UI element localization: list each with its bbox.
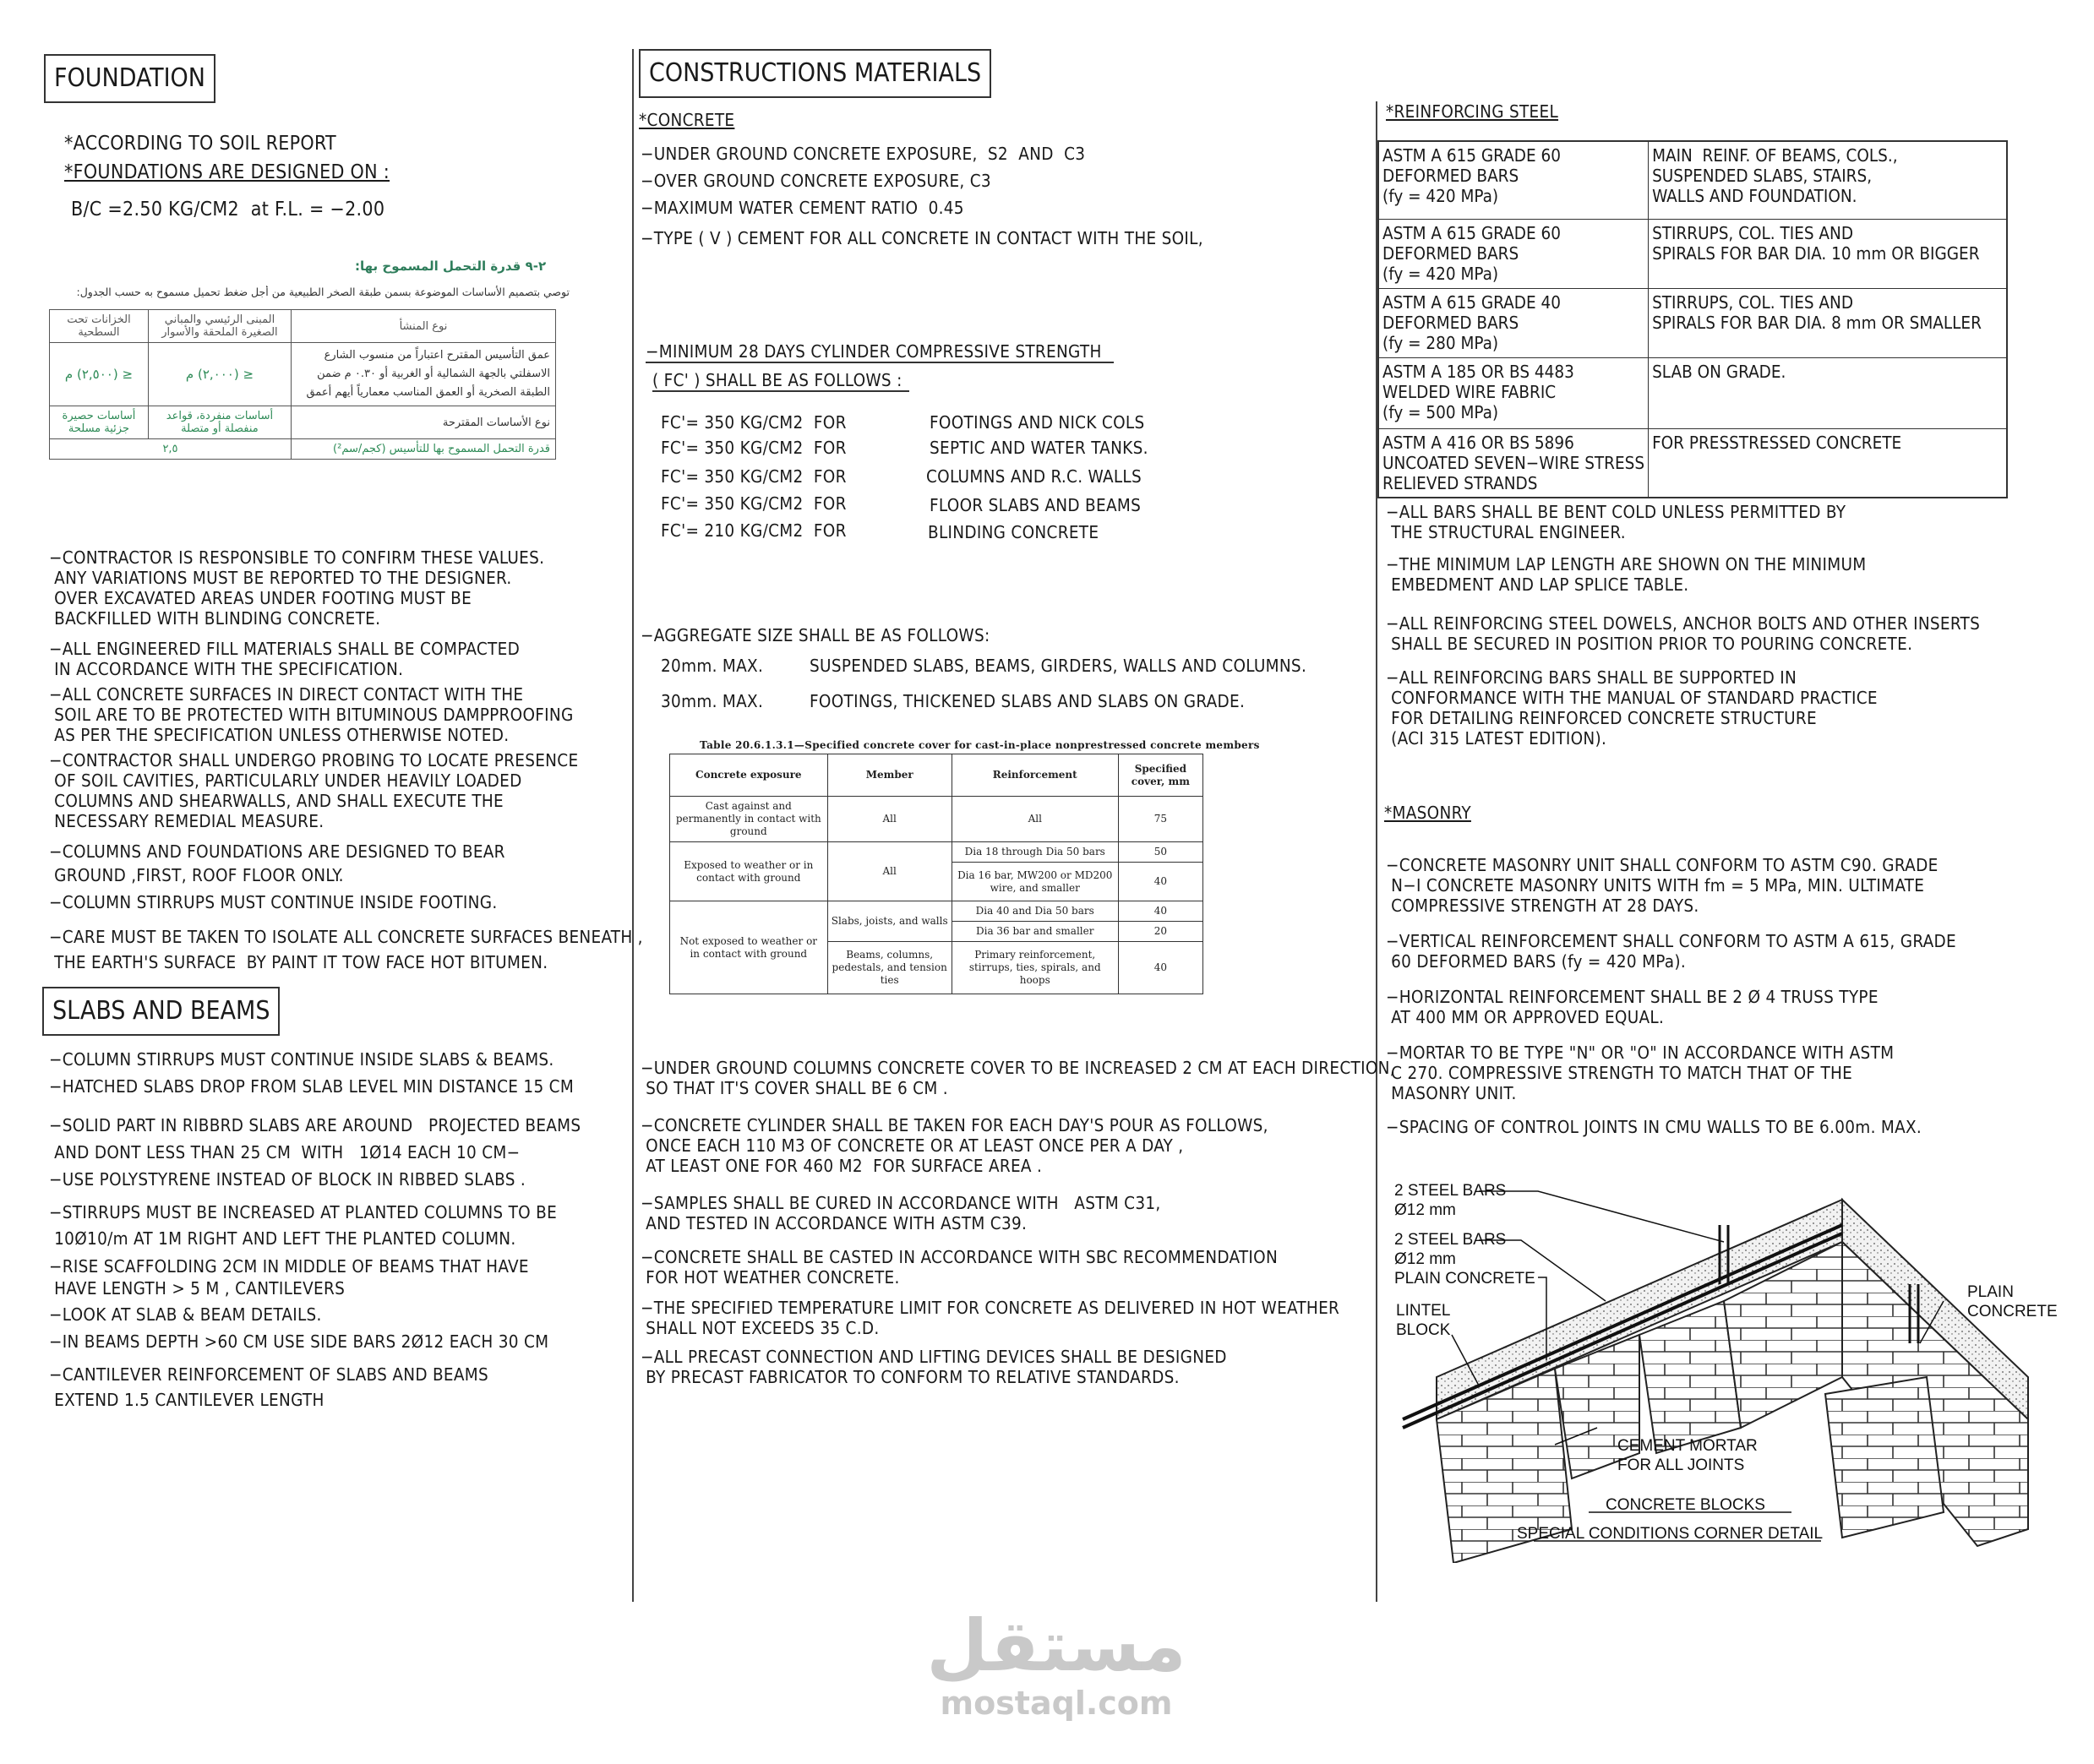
materials-note-5: −THE SPECIFIED TEMPERATURE LIMIT FOR CONCRETE AS DELIVERED IN HOT WEATHER SHALL NOT EXCEEDS 35 C.D. xyxy=(641,1298,1340,1338)
slabs-beams-title: SLABS AND BEAMS xyxy=(42,987,280,1036)
ar-row1-tanks: ≤ (٢,٥٠٠) م xyxy=(50,343,149,406)
steel-use: MAIN REINF. OF BEAMS, COLS., SUSPENDED SLABS, STAIRS, WALLS AND FOUNDATION. xyxy=(1649,141,2007,219)
strength-use: FOOTINGS AND NICK COLS xyxy=(930,412,1145,433)
ar-row2-tanks: أساسات حصيرة جزئية مسلحة xyxy=(50,406,149,439)
steel-note-1: −ALL BARS SHALL BE BENT COLD UNLESS PERMITTED BY THE STRUCTURAL ENGINEER. xyxy=(1386,502,1846,542)
watermark-logo xyxy=(913,1605,1200,1720)
label-plain-concrete-right: PLAIN CONCRETE xyxy=(1967,1283,2058,1320)
cover-header: Reinforcement xyxy=(952,754,1118,797)
steel-use: STIRRUPS, COL. TIES AND SPIRALS FOR BAR DIA. 10 mm OR BIGGER xyxy=(1649,219,2007,288)
masonry-note-3: −HORIZONTAL REINFORCEMENT SHALL BE 2 Ø 4 TRUSS TYPE AT 400 MM OR APPROVED EQUAL. xyxy=(1386,987,1879,1027)
steel-heading: *REINFORCING STEEL xyxy=(1386,101,1559,122)
materials-note-6: −ALL PRECAST CONNECTION AND LIFTING DEVICES SHALL BE DESIGNED BY PRECAST FABRICATOR TO CONFORM TO RELATIVE STANDARDS. xyxy=(641,1347,1227,1387)
foundation-note-5: −COLUMNS AND FOUNDATIONS ARE DESIGNED TO BEAR GROUND ,FIRST, ROOF FLOOR ONLY. xyxy=(49,841,505,885)
strength-use: BLINDING CONCRETE xyxy=(928,522,1099,542)
aggregate-title: −AGGREGATE SIZE SHALL BE AS FOLLOWS: xyxy=(641,625,990,645)
bearing-capacity: B/C =2.50 KG/CM2 at F.L. = −2.00 xyxy=(71,199,385,220)
ar-row2-desc: نوع الأساسات المقترحة xyxy=(292,406,556,439)
ar-row1-desc: عمق التأسيس المقترح اعتباراً من منسوب الشارع الاسفلتي بالجهة الشمالية أو الغربية أو ٠.٣٠ م ضمن الطبقة الصخرية أو العمق المناسب معمارياً أيهم أعمق xyxy=(292,343,556,406)
cover-cell: 20 xyxy=(1118,922,1202,942)
materials-title: CONSTRUCTIONS MATERIALS xyxy=(639,49,991,98)
ar-header-tanks: الخزانات تحت السطحية xyxy=(50,310,149,343)
masonry-note-1: −CONCRETE MASONRY UNIT SHALL CONFORM TO ASTM C90. GRADE N−I CONCRETE MASONRY UNITS WITH fm = 5 MPa, MIN. ULTIMATE COMPRESSIVE STRENGTH AT 28 DAYS. xyxy=(1386,855,1939,916)
cover-cell: All xyxy=(952,797,1118,842)
cover-header: Specified cover, mm xyxy=(1118,754,1202,797)
cover-cell: 50 xyxy=(1118,842,1202,863)
label-steel-bars-top: 2 STEEL BARS Ø12 mm xyxy=(1394,1182,1507,1219)
aggregate-use: FOOTINGS, THICKENED SLABS AND SLABS ON GRADE. xyxy=(810,691,1246,711)
slabs-note-4: −USE POLYSTYRENE INSTEAD OF BLOCK IN RIBBED SLABS . xyxy=(49,1169,526,1190)
foundation-note-6: −COLUMN STIRRUPS MUST CONTINUE INSIDE FOOTING. xyxy=(49,892,498,912)
slabs-note-3: −SOLID PART IN RIBBRD SLABS ARE AROUND PROJECTED BEAMS AND DONT LESS THAN 25 CM WITH 1Ø14 EACH 10 CM− xyxy=(49,1115,581,1162)
cover-cell: Dia 36 bar and smaller xyxy=(952,922,1118,942)
cover-header: Concrete exposure xyxy=(670,754,828,797)
materials-note-3: −SAMPLES SHALL BE CURED IN ACCORDANCE WITH ASTM C31, AND TESTED IN ACCORDANCE WITH ASTM C39. xyxy=(641,1193,1161,1233)
ar-row1-main: ≤ (٢,٠٠٠) م xyxy=(148,343,291,406)
cover-cell: Slabs, joists, and walls xyxy=(827,901,952,942)
foundation-title: FOUNDATION xyxy=(44,54,215,103)
cover-cell: All xyxy=(827,842,952,901)
foundation-note-7: −CARE MUST BE TAKEN TO ISOLATE ALL CONCRETE SURFACES BENEATH , THE EARTH'S SURFACE BY PAINT IT TOW FACE HOT BITUMEN. xyxy=(49,927,643,972)
steel-note-2: −THE MINIMUM LAP LENGTH ARE SHOWN ON THE MINIMUM EMBEDMENT AND LAP SPLICE TABLE. xyxy=(1386,554,1867,595)
soil-report-note: *ACCORDING TO SOIL REPORT xyxy=(64,133,336,155)
cover-cell: Beams, columns, pedestals, and tension ties xyxy=(827,942,952,994)
ar-header-type: نوع المنشأ xyxy=(292,310,556,343)
steel-spec: ASTM A 615 GRADE 40 DEFORMED BARS (fy = 280 MPa) xyxy=(1378,288,1649,357)
label-cement-mortar: CEMENT MORTAR FOR ALL JOINTS xyxy=(1617,1437,1758,1474)
cover-cell: Not exposed to weather or in contact with ground xyxy=(670,901,828,994)
cover-table-caption: Table 20.6.1.3.1—Specified concrete cover for cast-in-place nonprestressed concrete members xyxy=(700,739,1260,751)
materials-note-2: −CONCRETE CYLINDER SHALL BE TAKEN FOR EACH DAY'S POUR AS FOLLOWS, ONCE EACH 110 M3 OF CONCRETE OR AT LEAST ONCE PER A DAY , AT LEAST ONE FOR 460 M2 FOR SURFACE AREA . xyxy=(641,1115,1268,1176)
label-lintel-block: LINTEL BLOCK xyxy=(1396,1302,1451,1339)
strength-use: COLUMNS AND R.C. WALLS xyxy=(926,466,1142,487)
watermark-latin: mostaql.com xyxy=(940,1685,1173,1722)
strength-value: FC'= 350 KG/CM2 FOR xyxy=(661,412,847,433)
masonry-note-5: −SPACING OF CONTROL JOINTS IN CMU WALLS TO BE 6.00m. MAX. xyxy=(1386,1117,1922,1137)
concrete-note-2: −OVER GROUND CONCRETE EXPOSURE, C3 xyxy=(641,171,991,191)
steel-use: SLAB ON GRADE. xyxy=(1649,357,2007,428)
foundation-note-3: −ALL CONCRETE SURFACES IN DIRECT CONTACT WITH THE SOIL ARE TO BE PROTECTED WITH BITUMINOUS DAMPPROOFING AS PER THE SPECIFICATION UNLESS OTHERWISE NOTED. xyxy=(49,684,574,745)
slabs-note-8: −IN BEAMS DEPTH >60 CM USE SIDE BARS 2Ø12 EACH 30 CM xyxy=(49,1331,549,1352)
materials-note-4: −CONCRETE SHALL BE CASTED IN ACCORDANCE WITH SBC RECOMMENDATION FOR HOT WEATHER CONCRETE. xyxy=(641,1247,1279,1288)
aggregate-use: SUSPENDED SLABS, BEAMS, GIRDERS, WALLS AND COLUMNS. xyxy=(810,656,1307,676)
steel-use: FOR PRESSTRESSED CONCRETE xyxy=(1649,428,2007,498)
foundation-note-2: −ALL ENGINEERED FILL MATERIALS SHALL BE COMPACTED IN ACCORDANCE WITH THE SPECIFICATION. xyxy=(49,639,521,679)
label-plain-concrete: PLAIN CONCRETE xyxy=(1394,1270,1535,1288)
steel-spec: ASTM A 416 OR BS 5896 UNCOATED SEVEN−WIRE STRESS RELIEVED STRANDS xyxy=(1378,428,1649,498)
label-concrete-blocks: CONCRETE BLOCKS xyxy=(1606,1496,1765,1514)
cover-cell: Primary reinforcement, stirrups, ties, spirals, and hoops xyxy=(952,942,1118,994)
steel-note-3: −ALL REINFORCING STEEL DOWELS, ANCHOR BOLTS AND OTHER INSERTS SHALL BE SECURED IN POSITION PRIOR TO POURING CONCRETE. xyxy=(1386,613,1981,654)
slabs-note-1: −COLUMN STIRRUPS MUST CONTINUE INSIDE SLABS & BEAMS. xyxy=(49,1049,554,1070)
slabs-note-7: −LOOK AT SLAB & BEAM DETAILS. xyxy=(49,1304,322,1325)
concrete-note-3: −MAXIMUM WATER CEMENT RATIO 0.45 xyxy=(641,198,964,218)
cover-cell: All xyxy=(827,797,952,842)
masonry-note-4: −MORTAR TO BE TYPE "N" OR "O" IN ACCORDANCE WITH ASTM C 270. COMPRESSIVE STRENGTH TO MATCH THAT OF THE MASONRY UNIT. xyxy=(1386,1043,1895,1103)
concrete-note-4: −TYPE ( V ) CEMENT FOR ALL CONCRETE IN CONTACT WITH THE SOIL, xyxy=(641,228,1203,248)
steel-spec: ASTM A 185 OR BS 4483 WELDED WIRE FABRIC (fy = 500 MPa) xyxy=(1378,357,1649,428)
cover-cell: 75 xyxy=(1118,797,1202,842)
cover-table xyxy=(669,754,1203,994)
strength-value: FC'= 210 KG/CM2 FOR xyxy=(661,520,847,541)
steel-note-4: −ALL REINFORCING BARS SHALL BE SUPPORTED IN CONFORMANCE WITH THE MANUAL OF STANDARD PRACTICE FOR DETAILING REINFORCED CONCRETE STRUCTURE (ACI 315 LATEST EDITION). xyxy=(1386,667,1878,749)
steel-use: STIRRUPS, COL. TIES AND SPIRALS FOR BAR DIA. 8 mm OR SMALLER xyxy=(1649,288,2007,357)
concrete-heading: *CONCRETE xyxy=(639,110,735,130)
ar-row3-value: ٢,٥ xyxy=(50,439,292,460)
designed-on-note: *FOUNDATIONS ARE DESIGNED ON : xyxy=(64,161,390,183)
column-divider-1 xyxy=(632,49,634,1602)
arabic-bearing-table xyxy=(49,309,556,460)
slabs-note-6: −RISE SCAFFOLDING 2CM IN MIDDLE OF BEAMS THAT HAVE HAVE LENGTH > 5 M , CANTILEVERS xyxy=(49,1256,529,1298)
label-steel-bars-lower: 2 STEEL BARS Ø12 mm xyxy=(1394,1231,1507,1268)
strength-subtitle: ( FC' ) SHALL BE AS FOLLOWS : xyxy=(652,370,909,392)
cover-cell: Cast against and permanently in contact with ground xyxy=(670,797,828,842)
foundation-note-4: −CONTRACTOR SHALL UNDERGO PROBING TO LOCATE PRESENCE OF SOIL CAVITIES, PARTICULARLY UNDER HEAVILY LOADED COLUMNS AND SHEARWALLS, AND SHALL EXECUTE THE NECESSARY REMEDIAL MEASURE. xyxy=(49,750,579,831)
steel-spec: ASTM A 615 GRADE 60 DEFORMED BARS (fy = 420 MPa) xyxy=(1378,219,1649,288)
ar-row2-main: أساسات منفردة، قواعد منفصلة أو متصلة xyxy=(148,406,291,439)
cover-cell: Dia 18 through Dia 50 bars xyxy=(952,842,1118,863)
cover-cell: 40 xyxy=(1118,901,1202,922)
arabic-heading: ٢-٩ قدرة التحمل المسموح بها: xyxy=(355,259,547,274)
watermark-arabic: مستقل xyxy=(926,1604,1186,1687)
ar-row3-desc: قدرة التحمل المسموح بها للتأسيس (كجم/سم²) xyxy=(292,439,556,460)
strength-use: SEPTIC AND WATER TANKS. xyxy=(930,438,1148,458)
strength-value: FC'= 350 KG/CM2 FOR xyxy=(661,466,847,487)
cover-cell: Dia 40 and Dia 50 bars xyxy=(952,901,1118,922)
ar-header-main: المبنى الرئيسي والمباني الصغيرة الملحقة والأسوار xyxy=(148,310,291,343)
strength-value: FC'= 350 KG/CM2 FOR xyxy=(661,438,847,458)
cover-cell: Exposed to weather or in contact with ground xyxy=(670,842,828,901)
cover-cell: 40 xyxy=(1118,863,1202,901)
materials-note-1: −UNDER GROUND COLUMNS CONCRETE COVER TO BE INCREASED 2 CM AT EACH DIRECTION, SO THAT IT'S COVER SHALL BE 6 CM . xyxy=(641,1058,1395,1098)
detail-title: SPECIAL CONDITIONS CORNER DETAIL xyxy=(1517,1525,1824,1543)
aggregate-size: 20mm. MAX. xyxy=(661,656,764,676)
strength-title: −MINIMUM 28 DAYS CYLINDER COMPRESSIVE STRENGTH xyxy=(646,341,1114,363)
concrete-note-1: −UNDER GROUND CONCRETE EXPOSURE, S2 AND C3 xyxy=(641,144,1086,164)
aggregate-size: 30mm. MAX. xyxy=(661,691,764,711)
masonry-heading: *MASONRY xyxy=(1384,803,1471,823)
steel-table xyxy=(1377,140,2008,498)
cover-header: Member xyxy=(827,754,952,797)
slabs-note-2: −HATCHED SLABS DROP FROM SLAB LEVEL MIN DISTANCE 15 CM xyxy=(49,1076,575,1097)
cover-cell: Dia 16 bar, MW200 or MD200 wire, and smaller xyxy=(952,863,1118,901)
strength-use: FLOOR SLABS AND BEAMS xyxy=(930,495,1142,515)
strength-value: FC'= 350 KG/CM2 FOR xyxy=(661,493,847,514)
masonry-note-2: −VERTICAL REINFORCEMENT SHALL CONFORM TO ASTM A 615, GRADE 60 DEFORMED BARS (fy = 420 MPa). xyxy=(1386,931,1956,972)
slabs-note-9: −CANTILEVER REINFORCEMENT OF SLABS AND BEAMS EXTEND 1.5 CANTILEVER LENGTH xyxy=(49,1364,489,1410)
slabs-note-5: −STIRRUPS MUST BE INCREASED AT PLANTED COLUMNS TO BE 10Ø10/m AT 1M RIGHT AND LEFT THE PLANTED COLUMN. xyxy=(49,1202,558,1249)
foundation-note-1: −CONTRACTOR IS RESPONSIBLE TO CONFIRM THESE VALUES. ANY VARIATIONS MUST BE REPORTED TO THE DESIGNER. OVER EXCAVATED AREAS UNDER FOOTING MUST BE BACKFILLED WITH BLINDING CONCRETE. xyxy=(49,547,545,629)
cover-cell: 40 xyxy=(1118,942,1202,994)
steel-spec: ASTM A 615 GRADE 60 DEFORMED BARS (fy = 420 MPa) xyxy=(1378,141,1649,219)
arabic-intro: توصي بتصميم الأساسات الموضوعة بسمن طبقة الصخر الطبيعية من أجل ضغط تحميل مسموح به حسب الجدول: xyxy=(76,286,570,298)
